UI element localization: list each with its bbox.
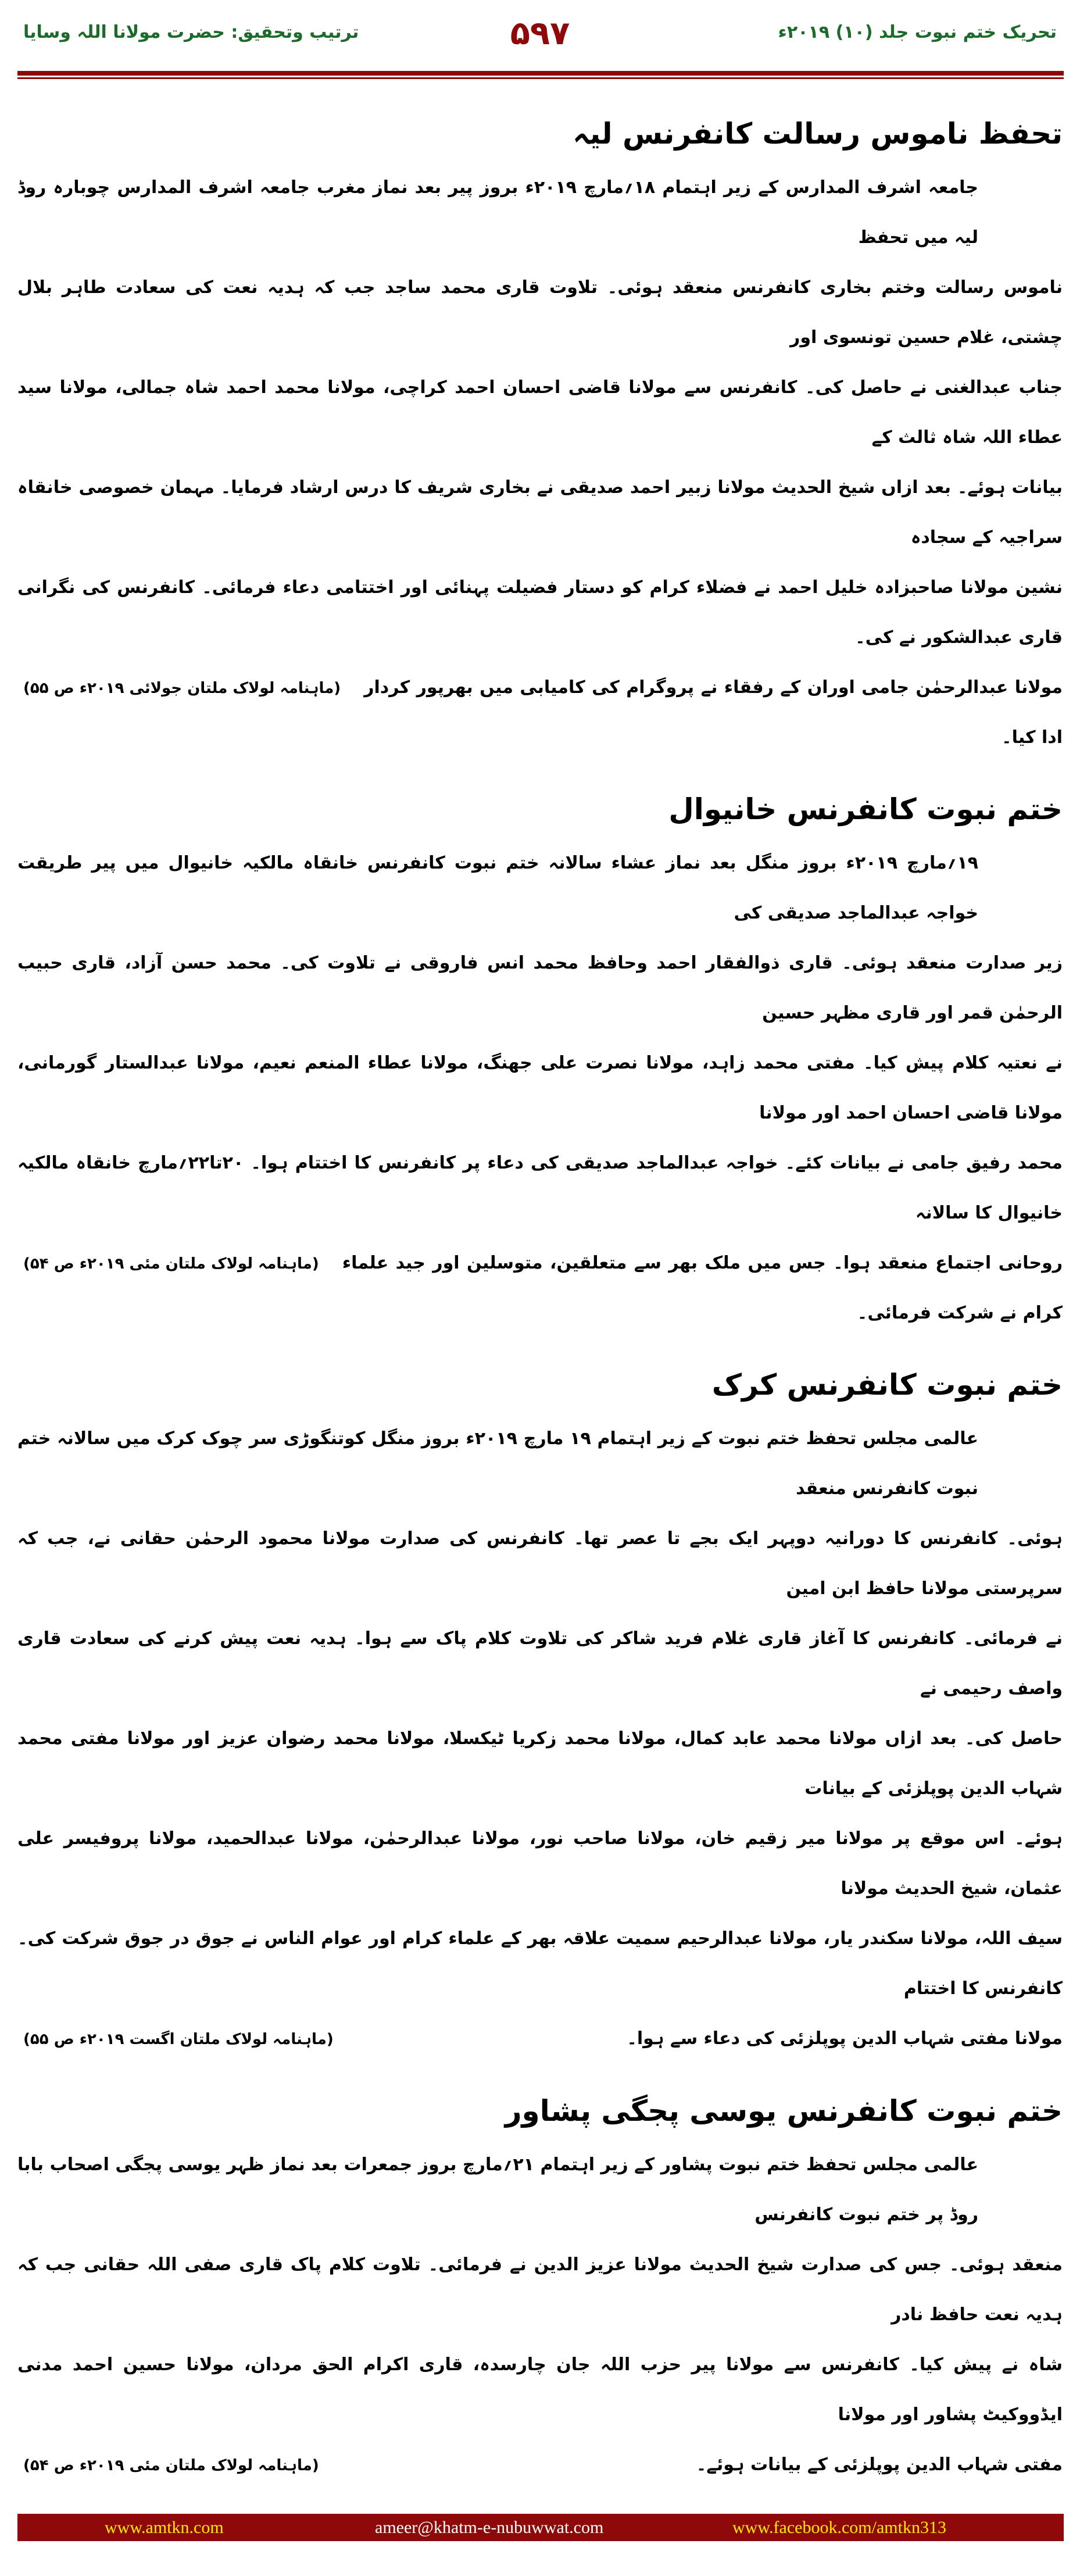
article-section — [17, 1356, 1063, 2064]
paragraph-line: منعقد ہوئی۔ جس کی صدارت شیخ الحدیث مولانا عزیز الدین نے فرمائی۔ تلاوت کلام پاک قاری صفی اللہ حقانی جب کہ ہدیہ نعت حافظ نادر — [17, 2255, 1063, 2325]
paragraph-line: مولانا مفتی شہاب الدین پوپلزئی کی دعاء سے ہوا۔ — [627, 2028, 1063, 2049]
header-divider-thin — [17, 77, 1064, 79]
paragraph-line: بیانات ہوئے۔ بعد ازاں شیخ الحدیث مولانا زبیر احمد صدیقی نے بخاری شریف کا درس ارشاد فرمایا۔ مہمان خصوصی خانقاہ سراجیہ کے سجادہ — [17, 477, 1063, 548]
paragraph-last-row — [17, 2014, 1063, 2064]
section-title: ختم نبوت کانفرنس یوسی پجگی پشاور — [505, 2094, 1063, 2128]
source-citation: (ماہنامہ لولاک ملتان مئی ۲۰۱۹ء ص ۵۴) — [23, 1255, 319, 1273]
article-section — [17, 2082, 1063, 2491]
footer-bar — [17, 2514, 1064, 2541]
article-section — [17, 780, 1063, 1338]
paragraph-line: نے فرمائی۔ کانفرنس کا آغاز قاری غلام فرید شاکر کی تلاوت کلام پاک سے ہوا۔ ہدیہ نعت پیش کرنے کی سعادت قاری واصف رحیمی نے — [17, 1628, 1063, 1699]
paragraph-line: مفتی شہاب الدین پوپلزئی کے بیانات ہوئے۔ — [696, 2454, 1063, 2475]
paragraph-line: نے نعتیہ کلام پیش کیا۔ مفتی محمد زاہد، مولانا نصرت علی جھنگ، مولانا عطاء المنعم نعیم، مولانا عبدالستار گورمانی، مولانا قاضی احسان احمد اور مولانا — [17, 1053, 1063, 1123]
paragraph-line: عالمی مجلس تحفظ ختم نبوت کے زیر اہتمام ۱۹ مارچ ۲۰۱۹ء بروز منگل کوتنگوڑی سر چوک کرک میں سالانہ ختم نبوت کانفرنس منعقد — [17, 1428, 979, 1499]
page-number: ۵۹۷ — [510, 15, 570, 52]
paragraph-line: زیر صدارت منعقد ہوئی۔ قاری ذوالفقار احمد وحافظ محمد انس فاروقی نے تلاوت کی۔ محمد حسن آزاد، قاری حبیب الرحمٰن قمر اور قاری مظہر حسین — [17, 953, 1063, 1023]
section-title: ختم نبوت کانفرنس کرک — [711, 1368, 1063, 1402]
source-citation: (ماہنامہ لولاک ملتان اگست ۲۰۱۹ء ص ۵۵) — [23, 2031, 334, 2048]
paragraph-line: مولانا عبدالرحمٰن جامی اوران کے رفقاء نے پروگرام کی کامیابی میں بھرپور کردار ادا کیا۔ — [364, 677, 1063, 748]
source-citation: (ماہنامہ لولاک ملتان مئی ۲۰۱۹ء ص ۵۴) — [23, 2457, 319, 2474]
section-title: ختم نبوت کانفرنس خانیوال — [668, 792, 1063, 826]
paragraph-line: ہوئی۔ کانفرنس کا دورانیہ دوپہر ایک بجے تا عصر تھا۔ کانفرنس کی صدارت مولانا محمود الرحمٰن حقانی نے، جب کہ سرپرستی مولانا حافظ ابن امین — [17, 1528, 1063, 1599]
page-content — [0, 81, 1080, 2491]
paragraph-line: ناموس رسالت وختم بخاری کانفرنس منعقد ہوئی۔ تلاوت قاری محمد ساجد جب کہ ہدیہ نعت کی سعادت طاہر بلال چشتی، غلام حسین تونسوی اور — [17, 277, 1063, 348]
footer-website-link[interactable]: www.amtkn.com — [105, 2518, 224, 2537]
paragraph-last-row — [17, 663, 1063, 763]
paragraph-line: عالمی مجلس تحفظ ختم نبوت پشاور کے زیر اہتمام ۲۱؍مارچ بروز جمعرات بعد نماز ظہر یوسی پجگی اصحاب بابا روڈ پر ختم نبوت کانفرنس — [17, 2155, 979, 2225]
header-divider — [17, 71, 1064, 76]
page-header — [0, 0, 1080, 81]
paragraph-last-row — [17, 2440, 1063, 2491]
paragraph-line: جناب عبدالغنی نے حاصل کی۔ کانفرنس سے مولانا قاضی احسان احمد کراچی، مولانا محمد احمد شاہ جمالی، مولانا سید عطاء اللہ شاہ ثالث کے — [17, 377, 1063, 448]
section-title: تحفظ ناموس رسالت کانفرنس لیہ — [573, 117, 1063, 151]
footer-email-link[interactable]: ameer@khatm-e-nubuwwat.com — [375, 2518, 604, 2537]
paragraph-line: ہوئے۔ اس موقع پر مولانا میر زقیم خان، مولانا صاحب نور، مولانا عبدالرحمٰن، مولانا عبدالحمید، مولانا پروفیسر علی عثمان، شیخ الحدیث مولانا — [17, 1828, 1063, 1899]
paragraph-line: ۱۹؍مارچ ۲۰۱۹ء بروز منگل بعد نماز عشاء سالانہ ختم نبوت کانفرنس خانقاہ مالکیہ خانیوال میں پیر طریقت خواجہ عبدالماجد صدیقی کی — [17, 853, 978, 923]
paragraph-line: سیف اللہ، مولانا سکندر یار، مولانا عبدالرحیم سمیت علاقہ بھر کے علماء کرام اور عوام الناس نے جوق در جوق شرکت کی۔ کانفرنس کا اختتام — [17, 1928, 1063, 1999]
paragraph-line: روحانی اجتماع منعقد ہوا۔ جس میں ملک بھر سے متعلقین، متوسلین اور جید علماء کرام نے شرکت فرمائی۔ — [342, 1253, 1063, 1323]
paragraph-last-row — [17, 1238, 1063, 1338]
paragraph-line: جامعہ اشرف المدارس کے زیر اہتمام ۱۸؍مارچ ۲۰۱۹ء بروز پیر بعد نماز مغرب جامعہ اشرف المدارس چوبارہ روڈ لیہ میں تحفظ — [17, 177, 978, 248]
footer-facebook-link[interactable]: www.facebook.com/amtkn313 — [732, 2518, 946, 2537]
article-section — [17, 105, 1063, 763]
book-title: تحریک ختم نبوت جلد (۱۰) ۲۰۱۹ء — [778, 22, 1057, 42]
source-citation: (ماہنامہ لولاک ملتان جولائی ۲۰۱۹ء ص ۵۵) — [23, 680, 341, 697]
paragraph-line: نشین مولانا صاحبزادہ خلیل احمد نے فضلاء کرام کو دستار فضیلت پہنائی اور اختتامی دعاء فرمائی۔ کانفرنس کی نگرانی قاری عبدالشکور نے کی۔ — [17, 577, 1063, 648]
paragraph-line: حاصل کی۔ بعد ازاں مولانا محمد عابد کمال، مولانا محمد زکریا ٹیکسلا، مولانا محمد رضوان عزیز اور مولانا مفتی محمد شہاب الدین پوپلزئی کے بیانات — [17, 1728, 1063, 1799]
compiler-credit: ترتیب وتحقیق: حضرت مولانا اللہ وسایا — [23, 22, 359, 42]
paragraph-line: محمد رفیق جامی نے بیانات کئے۔ خواجہ عبدالماجد صدیقی کی دعاء پر کانفرنس کا اختتام ہوا۔ ۲۰تا۲۲؍مارچ خانقاہ مالکیہ خانیوال کا سالانہ — [17, 1153, 1063, 1223]
paragraph-line: شاہ نے پیش کیا۔ کانفرنس سے مولانا پیر حزب اللہ جان چارسدہ، قاری اکرام الحق مردان، مولانا حسین احمد مدنی ایڈووکیٹ پشاور اور مولانا — [17, 2355, 1063, 2425]
